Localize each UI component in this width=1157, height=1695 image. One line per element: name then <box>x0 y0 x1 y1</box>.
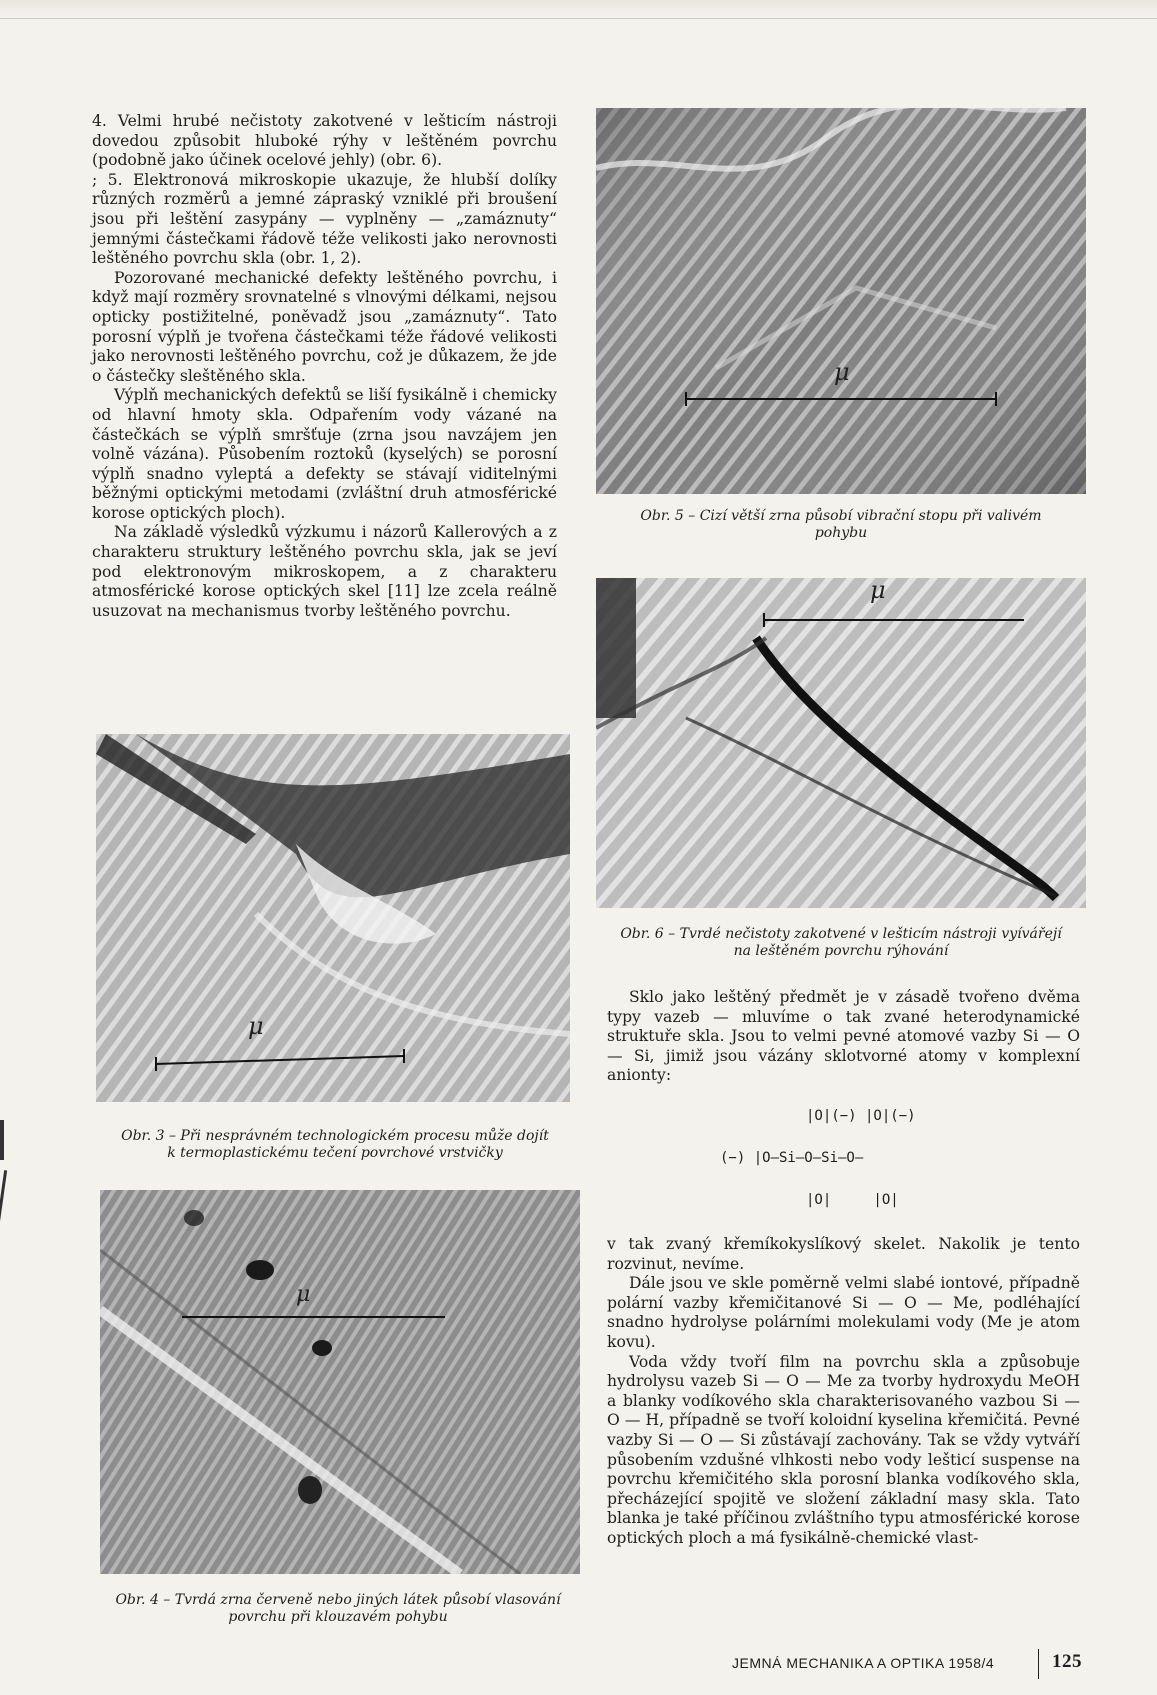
paragraph: Dále jsou ve skle poměrně velmi slabé iontové, případně polární vazby křemičitanové Si — O — Me, podléhající snadno hydrolyse polárními molekulami vody (Me je atom kovu). <box>607 1274 1080 1351</box>
silicate-structure-formula <box>720 1108 960 1218</box>
paragraph: 4. Velmi hrubé nečistoty zakotvené v lešticím nástroji dovedou způsobit hluboké rýhy v leštěném povrchu (podobně jako účinek ocelové jehly) (obr. 6). <box>92 112 557 170</box>
scale-mark: μ <box>248 1012 264 1040</box>
caption-line: Obr. 6 – Tvrdé nečistoty zakotvené v lešticím nástroji vyívářejí <box>620 926 1062 942</box>
caption-line: Obr. 3 – Při nesprávném technologickém procesu může dojít <box>121 1128 549 1144</box>
left-column-text <box>92 112 557 621</box>
caption-line: na leštěném povrchu rýhování <box>733 943 949 959</box>
caption-line: k termoplastickému tečení povrchové vrstvičky <box>167 1145 503 1161</box>
scale-mark: μ <box>834 358 850 386</box>
right-column-text-top <box>607 988 1080 1086</box>
page-number: 125 <box>1052 1651 1082 1672</box>
figure-5-micrograph <box>596 108 1086 494</box>
figure-3-micrograph <box>96 734 570 1102</box>
paragraph: Na základě výsledků výzkumu i názorů Kallerových a z charakteru struktury leštěného povrchu skla, jak se jeví pod elektronovým mikroskopem, a z charakteru atmosférické korose optických skel [11] lze zcela reálně usuzovat na mechanismus tvorby leštěného povrchu. <box>92 523 557 620</box>
figure-5-caption <box>596 508 1086 542</box>
paragraph: Voda vždy tvoří film na povrchu skla a způsobuje hydrolysu vazeb Si — O — Me za tvorby hydroxydu MeOH a blanky vodíkového skla charakterisovaného vazbou Si — O — H, případně se tvoří koloidní kyselina křemičitá. Pevné vazby Si — O — Si zůstávají zachovány. Tak se vždy vytváří působením vzdušné vlhkosti nebo vody lešticí suspense na povrchu křemičitého skla porosní blanka vodíkového skla, přecházející spojitě ve složení základní masy skla. Tato blanka je také příčinou zvláštního typu atmosférické korose optických ploch a má fysikálně-chemické vlast- <box>607 1352 1080 1547</box>
caption-line: Obr. 5 – Cizí větší zrna působí vibrační stopu při valivém <box>640 508 1042 524</box>
figure-4-caption <box>88 1592 588 1626</box>
figure-4-micrograph <box>100 1190 580 1574</box>
margin-mark <box>0 1120 4 1160</box>
paragraph: ; 5. Elektronová mikroskopie ukazuje, že hlubší dolíky různých rozměrů a jemné zápraský vzniklé při broušení jsou při leštění zasypány — vyplněny — „zamáznuty“ jemnými částečkami řádově téže velikosti jako nerovnosti leštěného povrchu skla (obr. 1, 2). <box>92 170 557 268</box>
footer-divider <box>1038 1649 1039 1679</box>
formula-row: |O|(−) |O|(−) <box>806 1108 916 1124</box>
caption-line: pohybu <box>814 525 868 541</box>
paragraph: Výplň mechanických defektů se liší fysikálně i chemicky od hlavní hmoty skla. Odpařením vody vázané na částečkách se výplň smršťuje (zrna jsou navzájem jen volně vázána). Působením roztoků (kyselých) se porosní výplň snadno vyleptá a defekty se stávají viditelnými běžnými optickými metodami (zvláštní druh atmosférické korose optických ploch). <box>92 386 557 522</box>
paragraph: Sklo jako leštěný předmět je v zásadě tvořeno dvěma typy vazeb — mluvíme o tak zvané heterodynamické struktuře skla. Jsou to velmi pevné atomové vazby Si — O — Si, jimiž jsou vázány sklotvorné atomy v komplexní anionty: <box>607 988 1080 1085</box>
right-column-text-bottom <box>607 1235 1080 1549</box>
caption-line: Obr. 4 – Tvrdá zrna červeně nebo jiných látek působí vlasování <box>115 1592 561 1608</box>
formula-row: |O| |O| <box>806 1192 899 1208</box>
figure-3-caption <box>90 1128 580 1162</box>
formula-row: (−) |O—Si—O—Si—O— <box>720 1150 864 1166</box>
figure-6-micrograph <box>596 578 1086 908</box>
paragraph: v tak zvaný křemíkokyslíkový skelet. Nakolik je tento rozvinut, nevíme. <box>607 1235 1080 1273</box>
figure-6-caption <box>596 926 1086 960</box>
scale-mark: μ <box>870 578 886 604</box>
paragraph: Pozorované mechanické defekty leštěného povrchu, i když mají rozměry srovnatelné s vlnovými délkami, nejsou opticky postižitelné, poněvadž jsou „zamáznuty“. Tato porosní výplň je tvořena částečkami téže řádové velikosti jako nerovnosti leštěného povrchu, což je důkazem, že jde o částečky sleštěného skla. <box>92 268 557 385</box>
margin-mark <box>0 1170 7 1230</box>
scale-mark: μ <box>296 1282 311 1307</box>
journal-title: JEMNÁ MECHANIKA A OPTIKA 1958/4 <box>732 1655 995 1671</box>
caption-line: povrchu při klouzavém pohybu <box>228 1609 448 1625</box>
page-footer <box>732 1651 1082 1672</box>
page-top-edge <box>0 0 1157 19</box>
